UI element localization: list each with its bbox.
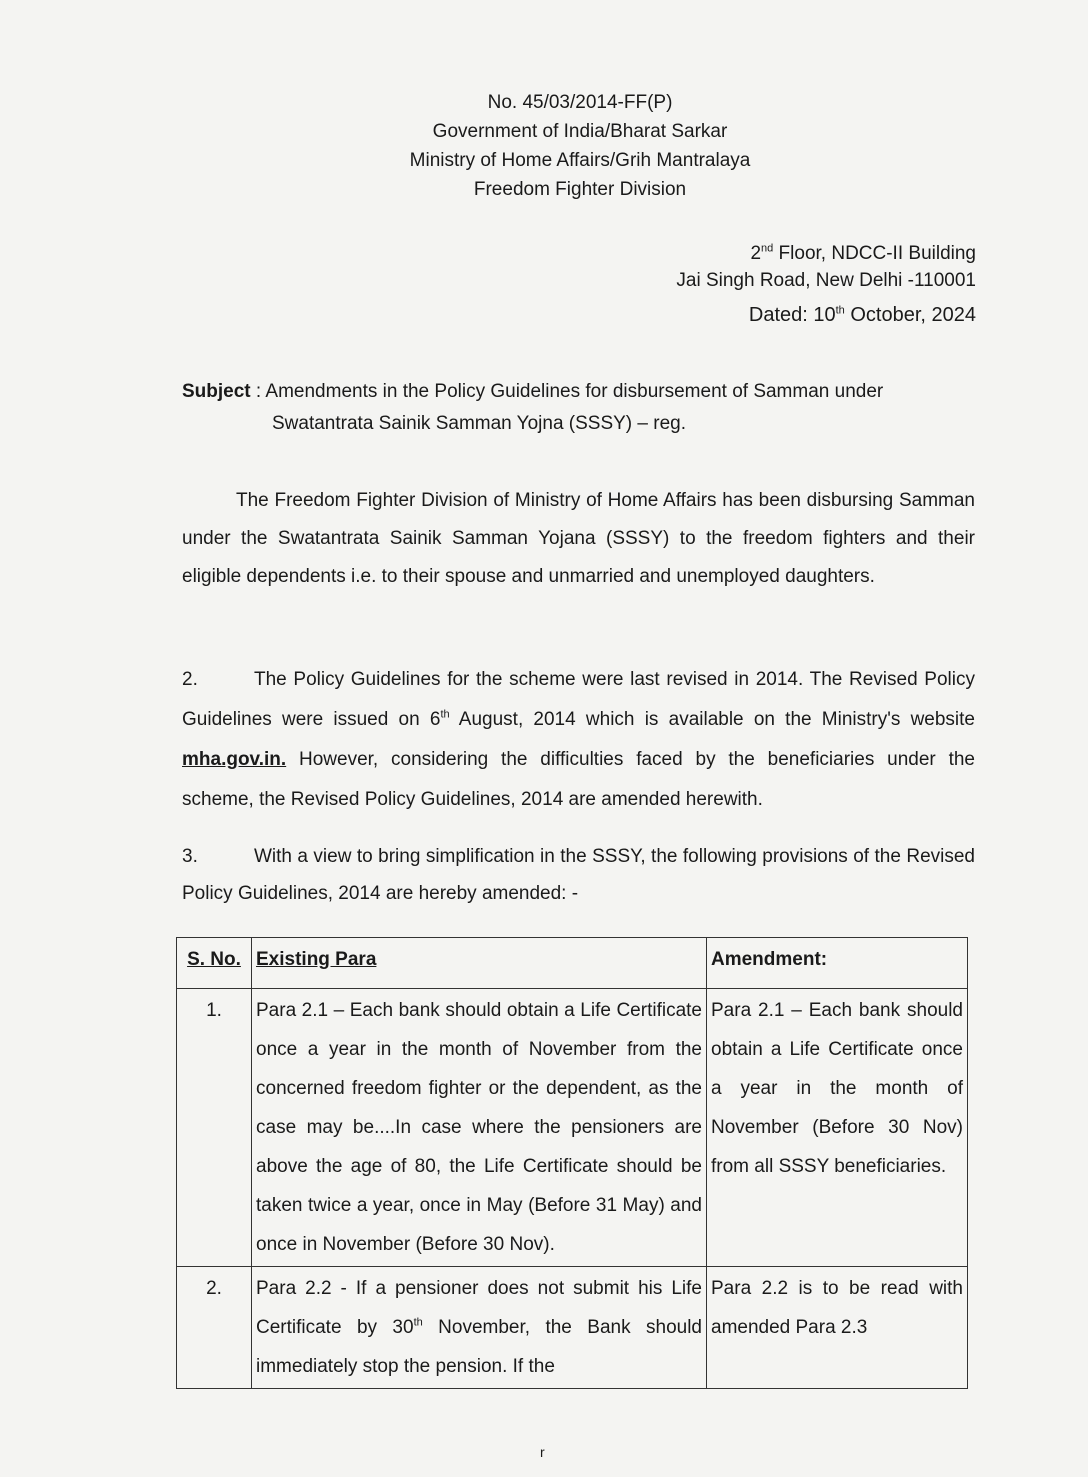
table-row: [177, 1267, 968, 1389]
row-sno: 2.: [177, 1267, 252, 1389]
table-header-row: [177, 938, 968, 989]
row-sno: 1.: [177, 989, 252, 1267]
ministry-website-link[interactable]: mha.gov.in.: [182, 749, 287, 770]
address-block: [676, 240, 976, 329]
division-name: Freedom Fighter Division: [473, 179, 687, 200]
subject-line-1: : Amendments in the Policy Guidelines for disbursement of Samman under: [250, 381, 884, 402]
row-existing: Para 2.1 – Each bank should obtain a Life Certificate once a year in the month of November from the concerned freedom fighter or the dependent, as the case may be....In case where the pensioners are above the age of 80, the Life Certificate should be taken twice a year, once in May (Before 31 May) and once in November (Before 30 Nov).: [252, 989, 707, 1267]
header-sno: S. No.: [177, 938, 252, 989]
row-existing: Para 2.2 - If a pensioner does not submit his Life Certificate by 30th November, the Bank should immediately stop the pension. If the: [252, 1267, 707, 1389]
table-row: [177, 989, 968, 1267]
government-name: Government of India/Bharat Sarkar: [432, 121, 728, 142]
page-mark: r: [540, 1444, 545, 1460]
letterhead: [300, 88, 860, 204]
subject-line-2: Swatantrata Sainik Samman Yojna (SSSY) – reg.: [272, 413, 687, 434]
paragraph-3: 3. With a view to bring simplification in the SSSY, the following provisions of the Revised Policy Guidelines, 2014 are hereby amended: -: [182, 846, 975, 904]
subject: [182, 376, 977, 440]
subject-label: Subject: [182, 381, 251, 402]
row-amendment: Para 2.1 – Each bank should obtain a Life Certificate once a year in the month of November (Before 30 Nov) from all SSSY beneficiaries.: [707, 989, 968, 1267]
letter-date: Dated: 10th October, 2024: [748, 304, 976, 326]
header-existing-para: Existing Para: [252, 938, 707, 989]
paragraph-1: The Freedom Fighter Division of Ministry of Home Affairs has been disbursing Samman under the Swatantrata Sainik Samman Yojana (SSSY) to the freedom fighters and their eligible dependents i.e. to their spouse and unmarried and unemployed daughters.: [182, 490, 975, 587]
address-floor: 2nd Floor, NDCC-II Building: [750, 242, 976, 264]
row-amendment: Para 2.2 is to be read with amended Para 2.3: [707, 1267, 968, 1389]
ministry-name: Ministry of Home Affairs/Grih Mantralaya: [409, 150, 751, 171]
address-road: Jai Singh Road, New Delhi -110001: [676, 270, 976, 291]
file-number: No. 45/03/2014-FF(P): [487, 92, 673, 113]
paragraph-2: 2. The Policy Guidelines for the scheme were last revised in 2014. The Revised Policy Guidelines were issued on 6th August, 2014 which is available on the Ministry's website mha.gov.in. However, considering the difficulties faced by the beneficiaries under the scheme, the Revised Policy Guidelines, 2014 are amended herewith.: [182, 669, 976, 810]
amendments-table: [176, 937, 968, 1389]
header-amendment: Amendment:: [707, 938, 968, 989]
